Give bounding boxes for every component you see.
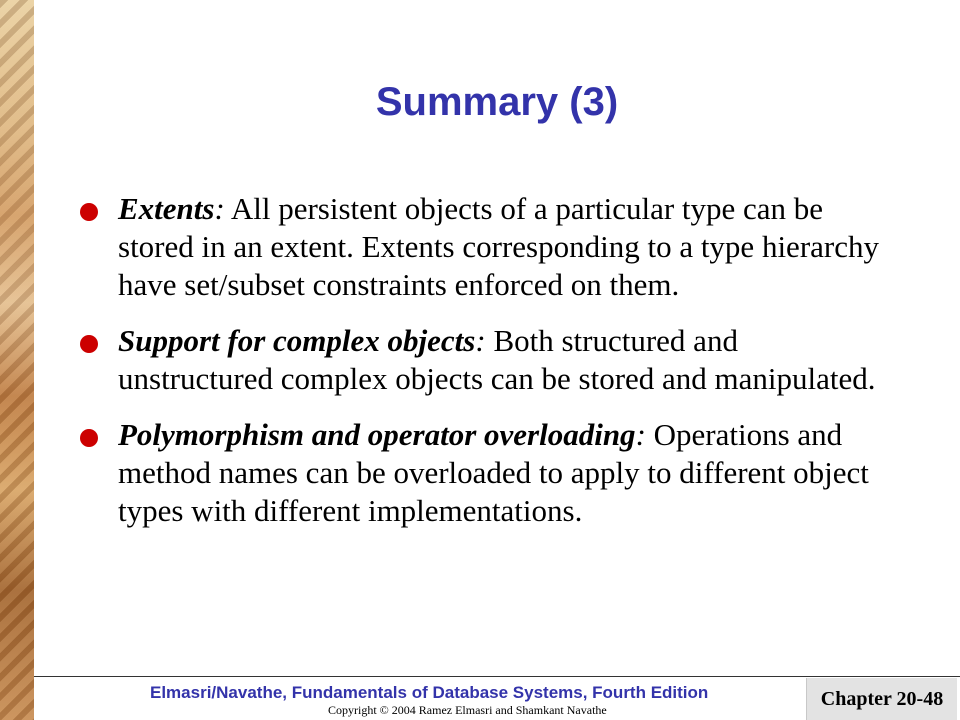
bullet-term: Polymorphism and operator overloading [118,417,636,452]
bullet-dot-icon [80,429,98,447]
chapter-page-label: Chapter 20-48 [806,678,957,720]
bullet-item-complex-objects [80,322,900,398]
bullet-text: All persistent objects of a particular type can be stored in an extent. Extents corresponding to a type hierarchy have set/subset constraints enforced on them. [118,191,879,302]
footer-book-title: Elmasri/Navathe, Fundamentals of Database Systems, Fourth Edition [150,683,709,702]
bullet-dot-icon [80,335,98,353]
bullet-dot-icon [80,203,98,221]
bullet-term: Support for complex objects [118,323,476,358]
bullet-text: Both structured and unstructured complex objects can be stored and manipulated. [118,323,876,396]
bullet-colon: : [635,417,646,452]
bullet-item-polymorphism [80,416,900,530]
bullet-colon: : [214,191,225,226]
bullet-colon: : [475,323,486,358]
bullet-item-extents [80,190,900,304]
footer-divider [34,676,960,677]
bullet-text: Operations and method names can be overloaded to apply to different object types with different implementations. [118,417,869,528]
bullet-term: Extents [118,191,215,226]
bullet-list [80,190,900,548]
decorative-side-image [0,0,34,720]
slide-title: Summary (3) [375,80,619,124]
footer-copyright: Copyright © 2004 Ramez Elmasri and Shamkant Navathe [328,703,607,717]
